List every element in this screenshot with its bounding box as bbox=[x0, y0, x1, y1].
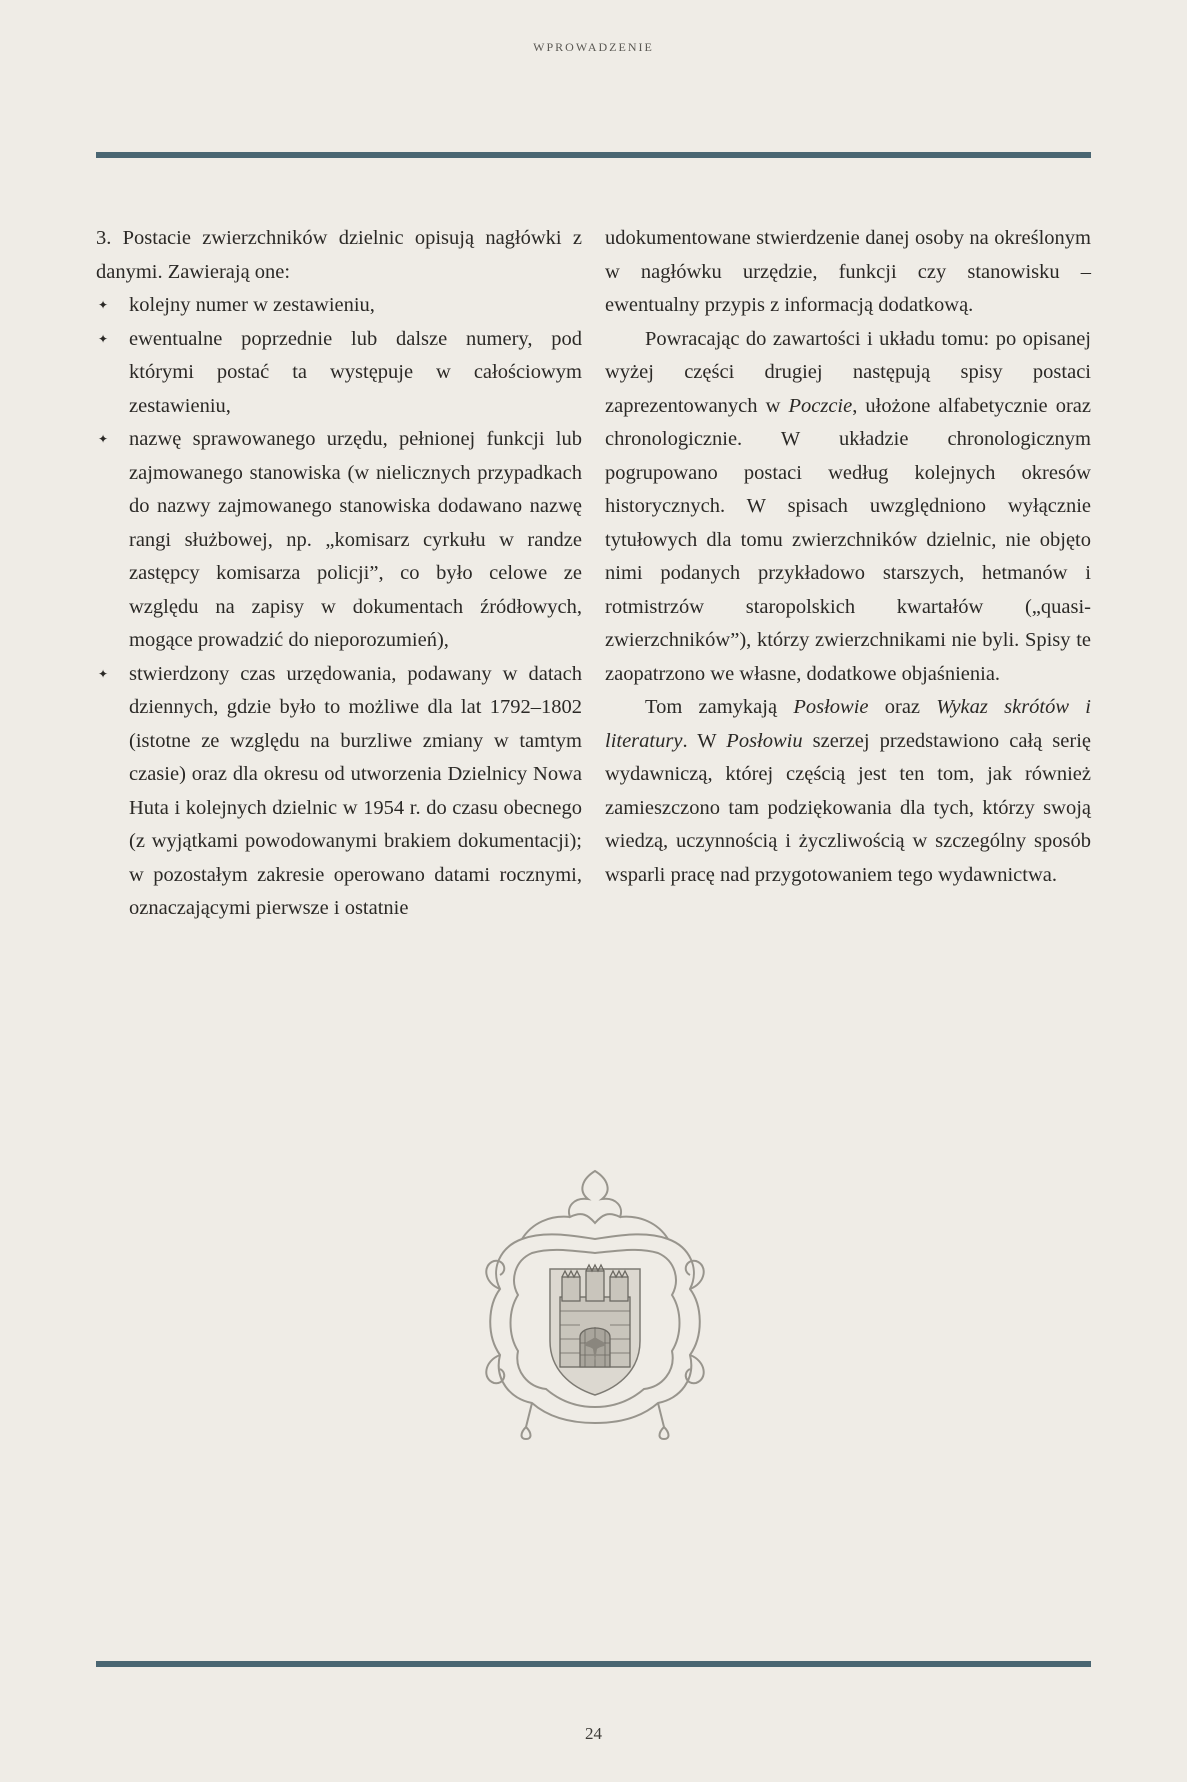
bullet-icon: ✦ bbox=[98, 298, 109, 312]
right-column bbox=[605, 222, 1091, 892]
paragraph-continued: udokumentowane stwierdzenie danej osoby na określonym w nagłówku urzędzie, funkcji czy stanowisku – ewentualny przypis z informacją dodatkową. bbox=[605, 227, 1091, 316]
list-item-text: ewentualne poprzednie lub dalsze numery, pod którymi postać ta występuje w całościowym zestawieniu, bbox=[129, 327, 582, 417]
running-head: WPROWADZENIE bbox=[533, 40, 654, 54]
text-run: , ułożone alfabetycznie oraz chronologicznie. W układzie chronologicznym pogrupowano postaci według kolejnych okresów historycznych. W spisach uwzględniono wyłącznie tytułowych dla tomu zwierzchników dzielnic, nie objęto nimi podanych przykładowo starszych, hetmanów i rotmistrzów staropolskich kwartałów („quasi-zwierzchników”), którzy zwierzchnikami nie byli. Spisy te zaopatrzono we własne, dodatkowe objaśnienia. bbox=[605, 394, 1091, 685]
page-number: 24 bbox=[585, 1724, 602, 1743]
list-item bbox=[96, 658, 582, 926]
text-run: szerzej przedstawiono całą serię wydawniczą, której częścią jest ten tom, jak również zamieszczono tam podziękowania dla tych, którzy swoją wiedzą, uczynnością i życzliwością w szczególny sposób wsparli pracę nad przygotowaniem tego wydawnictwa. bbox=[605, 729, 1091, 886]
paragraph-closing bbox=[605, 691, 1091, 892]
intro-paragraph: 3. Postacie zwierzchników dzielnic opisują nagłówki z danymi. Zawierają one: bbox=[96, 227, 582, 283]
list-item-text: kolejny numer w zestawieniu, bbox=[129, 294, 375, 316]
bullet-icon: ✦ bbox=[98, 432, 109, 446]
bullet-icon: ✦ bbox=[98, 331, 109, 346]
list-item bbox=[96, 423, 582, 658]
list-item bbox=[96, 289, 582, 323]
list-item-text: nazwę sprawowanego urzędu, pełnionej funkcji lub zajmowanego stanowiska (w nielicznych przypadkach do nazwy zajmowanego stanowiska dodawano nazwę rangi służbowej, np. „komisarz cyrkułu w randze zastępcy komisarza policji”, co było celowe ze względu na zapisy w dokumentach źródłowych, mogące prowadzić do nieporozumień), bbox=[129, 428, 582, 651]
bullet-list bbox=[96, 289, 582, 926]
italic-title: Posłowie bbox=[793, 696, 869, 718]
text-run: oraz bbox=[868, 696, 937, 718]
list-item-text: stwierdzony czas urzędowania, podawany w datach dziennych, gdzie było to możliwe dla lat 1792–1802 (istotne ze względu na burzliwe zmiany w tamtym czasie) oraz dla okresu od utworzenia Dzielnicy Nowa Huta i kolejnych dzielnic w 1954 r. do czasu obecnego (z wyjątkami powodowanymi brakiem dokumentacji); w pozostałym zakresie operowano datami rocznymi, oznaczającymi pierwsze i ostatnie bbox=[129, 662, 582, 919]
text-run: . W bbox=[682, 729, 727, 752]
top-rule bbox=[96, 152, 1091, 158]
list-item bbox=[96, 323, 582, 424]
bottom-rule bbox=[96, 1661, 1091, 1667]
italic-title: Poczcie bbox=[788, 394, 853, 417]
italic-title: Posłowiu bbox=[726, 729, 803, 752]
italic-title: Wykaz skrótów i literatury bbox=[605, 696, 1091, 752]
crest-emblem-icon bbox=[470, 1165, 720, 1441]
left-column bbox=[96, 222, 582, 926]
paragraph-contents bbox=[605, 323, 1091, 692]
text-run: Tom zamykają bbox=[645, 696, 794, 718]
text-run: Powracając do zawartości i układu tomu: po opisanej wyżej części drugiej następują spisy postaci zaprezentowanych w bbox=[605, 327, 1091, 417]
bullet-icon: ✦ bbox=[98, 666, 109, 681]
